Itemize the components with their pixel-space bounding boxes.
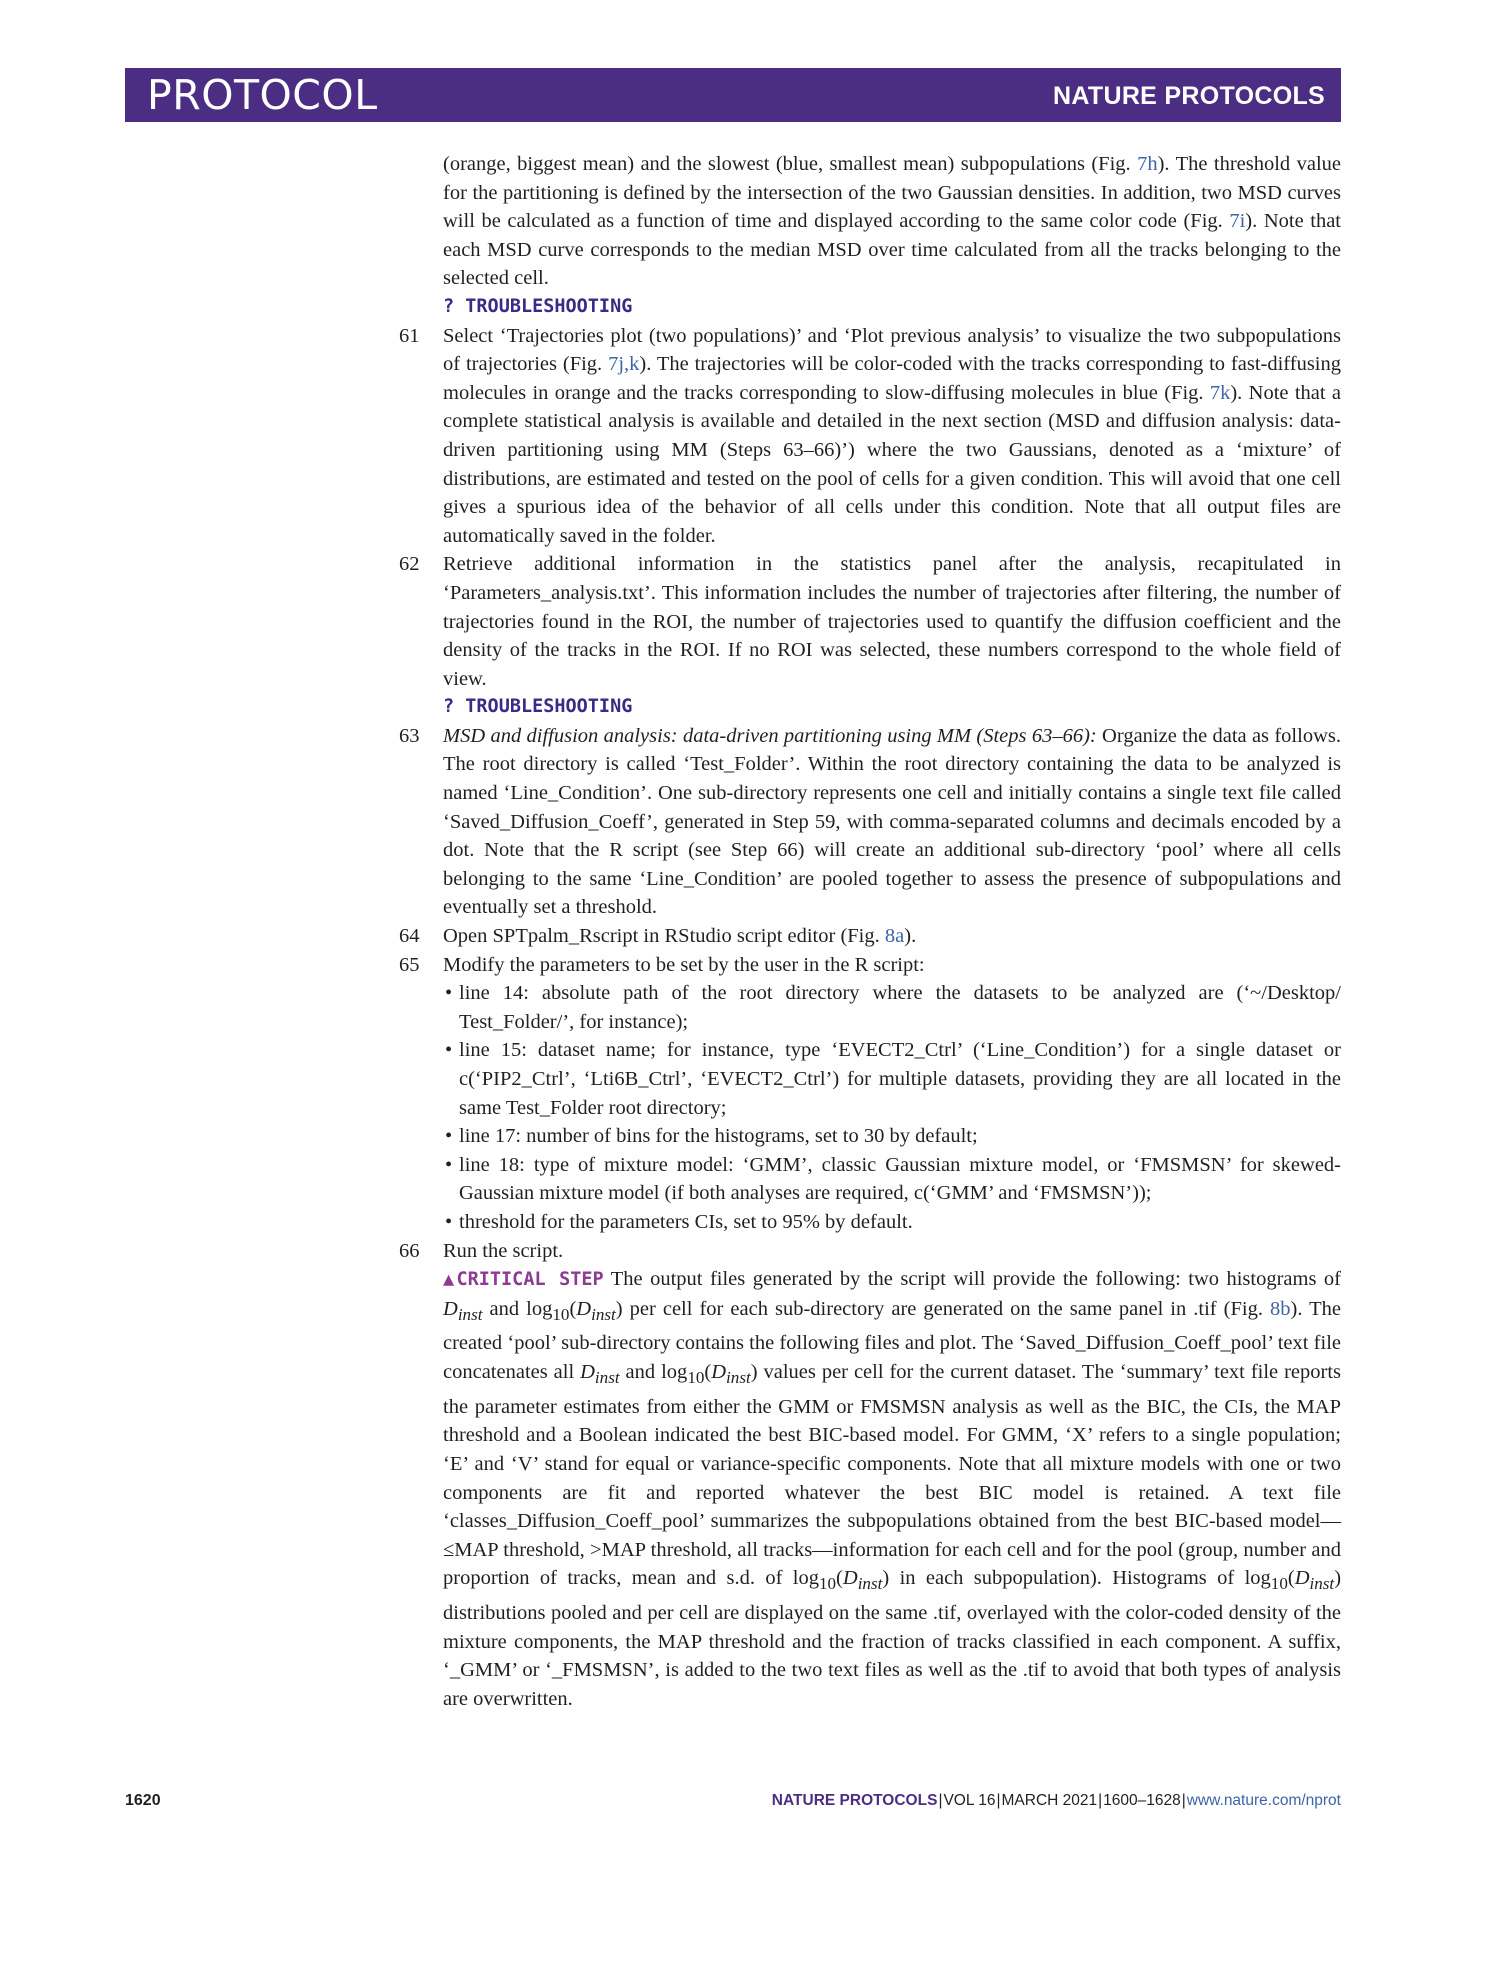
step-number: 62 bbox=[399, 553, 420, 576]
footer-url[interactable]: www.nature.com/nprot bbox=[1186, 1792, 1341, 1809]
figure-link[interactable]: 7i bbox=[1229, 210, 1246, 233]
page-header bbox=[125, 68, 1341, 122]
troubleshooting-link[interactable]: ? TROUBLESHOOTING bbox=[443, 295, 633, 317]
footer-date: MARCH 2021 bbox=[1001, 1792, 1098, 1809]
step-number: 65 bbox=[399, 953, 420, 976]
section-label: PROTOCOL bbox=[147, 71, 378, 119]
figure-link[interactable]: 7j,k bbox=[608, 353, 640, 376]
figure-link[interactable]: 7k bbox=[1209, 381, 1231, 404]
step-66: 66 Run the script. ▲CRITICAL STEP The output files generated by the script will provide the following: two histograms of $D_{inst}$ and $\log_{10}(D_{inst})$ per cell for each sub-directory are generated on the same panel in .tif (Fig. 8b). The created ‘pool’ sub-directory contains the following files and plot. The ‘Saved_Diffusion_Coeff_pool’ text file concatenates all $D_{inst}$ and $\log_{10}(D_{inst})$ values per cell for the current dataset. The ‘summary’ text file reports the parameter estimates from either the GMM or FMSMSN analysis as well as the BIC, the CIs, the MAP threshold and a Boolean indicated the best BIC-based model. For GMM, ‘X’ refers to a single population; ‘E’ and ‘V’ stand for equal or variance-specific components. Note that all mixture models with one or two components are fit and reported whatever the best BIC model is retained. A text file ‘classes_Diffusion_Coeff_pool’ summarizes the subpopulations obtained from the best BIC-based model—≤MAP threshold, >MAP threshold, all tracks—information for each cell and for the pool (group, number and proportion of tracks, mean and s.d. of $\log_{10}(D_{inst})$ in each subpopulation). Histograms of $\log_{10}(D_{inst})$ distributions pooled and per cell are displayed on the same .tif, overlayed with the color-coded density of the mixture components, the MAP threshold and the fraction of tracks classified in each component. A suffix, ‘_GMM’ or ‘_FMSMSN’, is added to the two text files as well as the .tif to avoid that both types of analysis are overwritten. bbox=[443, 1237, 1341, 1714]
footer-journal: NATURE PROTOCOLS bbox=[771, 1792, 938, 1809]
page-number: 1620 bbox=[125, 1792, 161, 1809]
main-content bbox=[399, 150, 1342, 1713]
list-item: • line 18: type of mixture model: ‘GMM’, classic Gaussian mixture model, or ‘FMSMSN’ for skewed-Gaussian mixture model (if both analyses are required, c(‘GMM’ and ‘FMSMSN’)); bbox=[443, 1151, 1341, 1208]
step-65: 65 Modify the parameters to be set by the user in the R script: • line 14: absolute path of the root directory where the datasets to be analyzed are (‘~/Desktop/ Test_Folder/’, for instance); • line 15: dataset name; for instance, type ‘EVECT2_Ctrl’ (‘Line_Condition’) for a single dataset or c(‘PIP2_Ctrl’, ‘Lti6B_Ctrl’, ‘EVECT2_Ctrl’) for multiple datasets, providing they are all located in the same Test_Folder root directory; • line 17: number of bins for the histograms, set to 30 by default; • line 18: type of mixture model: ‘GMM’, classic Gaussian mixture model, or ‘FMSMSN’ for skewed-Gaussian mixture model (if both analyses are required, c(‘GMM’ and ‘FMSMSN’)); • threshold for the parameters CIs, set to 95% by default. bbox=[443, 951, 1341, 1237]
critical-step-label: ▲CRITICAL STEP bbox=[443, 1269, 604, 1291]
journal-name: NATURE PROTOCOLS bbox=[1053, 82, 1325, 110]
footer-citation: NATURE PROTOCOLS|VOL 16|MARCH 2021|1600–1628|www.nature.com/nprot bbox=[771, 1792, 1341, 1809]
step-63: 63 MSD and diffusion analysis: data-driven partitioning using MM (Steps 63–66): Organize the data as follows. The root directory is called ‘Test_Folder’. Within the root directory containing the data to be analyzed is named ‘Line_Condition’. One sub-directory represents one cell and initially contains a single text file called ‘Saved_Diffusion_Coeff’, generated in Step 59, with comma-separated columns and decimals encoded by a dot. Note that the R script (see Step 66) will create an additional sub-directory ‘pool’ where all cells belonging to the same ‘Line_Condition’ are pooled together to assess the presence of subpopulations and eventually set a threshold. bbox=[443, 722, 1341, 922]
section-heading: MSD and diffusion analysis: data-driven partitioning using MM (Steps 63–66): bbox=[443, 724, 1097, 747]
parameter-list bbox=[443, 979, 1341, 1236]
step-number: 63 bbox=[399, 724, 420, 747]
critical-step-paragraph: ▲CRITICAL STEP The output files generated by the script will provide the following: two histograms of $D_{inst}$ and $\log_{10}(D_{inst})$ per cell for each sub-directory are generated on the same panel in .tif (Fig. 8b). The created ‘pool’ sub-directory contains the following files and plot. The ‘Saved_Diffusion_Coeff_pool’ text file concatenates all $D_{inst}$ and $\log_{10}(D_{inst})$ values per cell for the current dataset. The ‘summary’ text file reports the parameter estimates from either the GMM or FMSMSN analysis as well as the BIC, the CIs, the MAP threshold and a Boolean indicated the best BIC-based model. For GMM, ‘X’ refers to a single population; ‘E’ and ‘V’ stand for equal or variance-specific components. Note that all mixture models with one or two components are fit and reported whatever the best BIC model is retained. A text file ‘classes_Diffusion_Coeff_pool’ summarizes the subpopulations obtained from the best BIC-based model—≤MAP threshold, >MAP threshold, all tracks—information for each cell and for the pool (group, number and proportion of tracks, mean and s.d. of $\log_{10}(D_{inst})$ in each subpopulation). Histograms of $\log_{10}(D_{inst})$ distributions pooled and per cell are displayed on the same .tif, overlayed with the color-coded density of the mixture components, the MAP threshold and the fraction of tracks classified in each component. A suffix, ‘_GMM’ or ‘_FMSMSN’, is added to the two text files as well as the .tif to avoid that both types of analysis are overwritten. bbox=[443, 1268, 1342, 1710]
figure-link[interactable]: 7h bbox=[1137, 153, 1158, 175]
list-item: • threshold for the parameters CIs, set to 95% by default. bbox=[443, 1208, 1341, 1237]
figure-link[interactable]: 8b bbox=[1270, 1297, 1291, 1320]
step-number: 66 bbox=[399, 1239, 420, 1262]
step-64: 64 Open SPTpalm_Rscript in RStudio script editor (Fig. 8a). bbox=[443, 922, 1341, 951]
figure-link[interactable]: 8a bbox=[884, 925, 905, 948]
step-61: 61 Select ‘Trajectories plot (two populations)’ and ‘Plot previous analysis’ to visualize the two subpopulations of trajectories (Fig. 7j,k). The trajectories will be color-coded with the tracks corresponding to fast-diffusing molecules in orange and the tracks corresponding to slow-diffusing molecules in blue (Fig. 7k). Note that a complete statistical analysis is available and detailed in the next section (MSD and diffusion analysis: data-driven partitioning using MM (Steps 63–66)’) where the two Gaussians, denoted as a ‘mixture’ of distributions, are estimated and tested on the pool of cells for a given condition. This will avoid that one cell gives a spurious idea of the behavior of all cells under this condition. Note that all output files are automatically saved in the folder. bbox=[443, 322, 1341, 551]
troubleshooting-link[interactable]: ? TROUBLESHOOTING bbox=[443, 696, 633, 718]
step-62: 62 Retrieve additional information in the statistics panel after the analysis, recapitulated in ‘Parameters_analysis.txt’. This information includes the number of trajectories after filtering, the number of trajectories found in the ROI, the number of trajectories used to quantify the diffusion coefficient and the density of the tracks in the ROI. If no ROI was selected, these numbers correspond to the whole field of view. bbox=[443, 550, 1341, 693]
footer-volume: VOL 16 bbox=[943, 1792, 996, 1809]
step-number: 64 bbox=[399, 925, 420, 948]
intro-paragraph: (orange, biggest mean) and the slowest (blue, smallest mean) subpopulations (Fig. 7h). The threshold value for the partitioning is defined by the intersection of the two Gaussian densities. In addition, two MSD curves will be calculated as a function of time and displayed according to the same color code (Fig. 7i). Note that each MSD curve corresponds to the median MSD over time calculated from all the tracks belonging to the selected cell. bbox=[443, 153, 1341, 290]
step-number: 61 bbox=[399, 324, 420, 347]
list-item: • line 14: absolute path of the root directory where the datasets to be analyzed are (‘~/Desktop/ Test_Folder/’, for instance); bbox=[443, 979, 1341, 1036]
footer-pages: 1600–1628 bbox=[1103, 1792, 1181, 1809]
list-item: • line 17: number of bins for the histograms, set to 30 by default; bbox=[443, 1122, 1341, 1151]
list-item: • line 15: dataset name; for instance, type ‘EVECT2_Ctrl’ (‘Line_Condition’) for a single dataset or c(‘PIP2_Ctrl’, ‘Lti6B_Ctrl’, ‘EVECT2_Ctrl’) for multiple datasets, providing they are all located in the same Test_Folder root directory; bbox=[443, 1036, 1341, 1122]
